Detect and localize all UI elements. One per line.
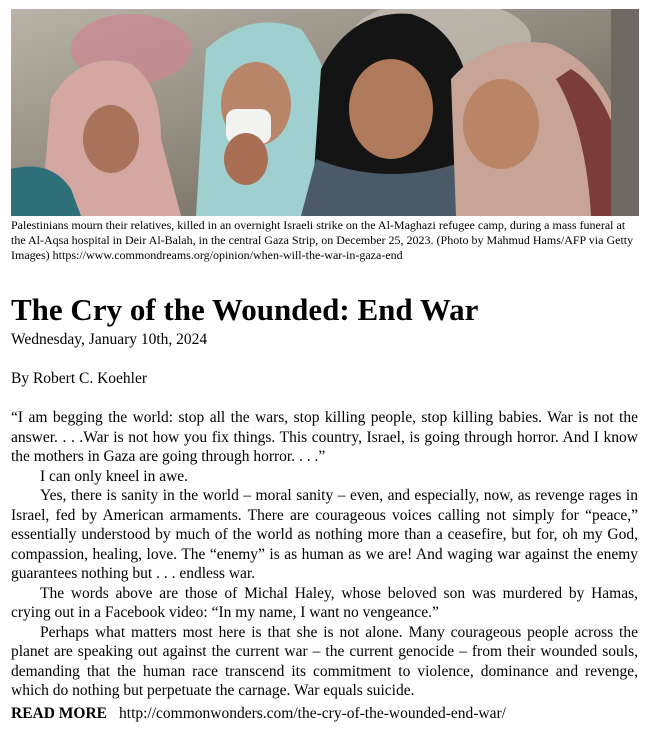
paragraph: Yes, there is sanity in the world – moral sanity – even, and especially, now, as revenge rages in Israel, fed by American armaments. There are courageous voices calling not simply for “peace,” essentially understood by much of the world as nothing more than a ceasefire, but for, oh my God, compassion, healing, love. The “enemy” is as human as we are! And waging war against the enemy guarantees nothing but . . . endless war. [11,487,638,582]
news-photo [11,9,639,216]
mourning-women-image [11,9,639,216]
read-more-line [11,704,506,724]
read-more-link[interactable]: http://commonwonders.com/the-cry-of-the-wounded-end-war/ [119,705,506,722]
paragraph: Perhaps what matters most here is that she is not alone. Many courageous people across the planet are speaking out against the current war – the current genocide – from their wounded souls, demanding that the human race transcend its commitment to violence, dominance and revenge, which do nothing but perpetuate the carnage. War equals suicide. [11,623,638,699]
paragraph-quote: “I am begging the world: stop all the wars, stop killing people, stop killing babies. War is not the answer. . . .War is not how you fix things. This country, Israel, is going through horror. And I know the mothers in Gaza are going through horror. . . .” [11,409,638,465]
article-title: The Cry of the Wounded: End War [11,292,479,327]
article-body [11,408,638,701]
photo-caption: Palestinians mourn their relatives, killed in an overnight Israeli strike on the Al-Maghazi refugee camp, during a mass funeral at the Al-Aqsa hospital in Deir Al-Balah, in the central Gaza Strip, on December 25, 2023. (Photo by Mahmud Hams/AFP via Getty Images) https://www.commondreams.org/opinion/when-will-the-war-in-gaza-end [11,218,634,262]
article-date: Wednesday, January 10th, 2024 [11,331,208,348]
article-byline: By Robert C. Koehler [11,370,148,387]
paragraph: I can only kneel in awe. [40,467,189,485]
paragraph: The words above are those of Michal Haley, whose beloved son was murdered by Hamas, crying out in a Facebook video: “In my name, I want no vengeance.” [11,584,638,621]
read-more-label: READ MORE [11,705,108,722]
